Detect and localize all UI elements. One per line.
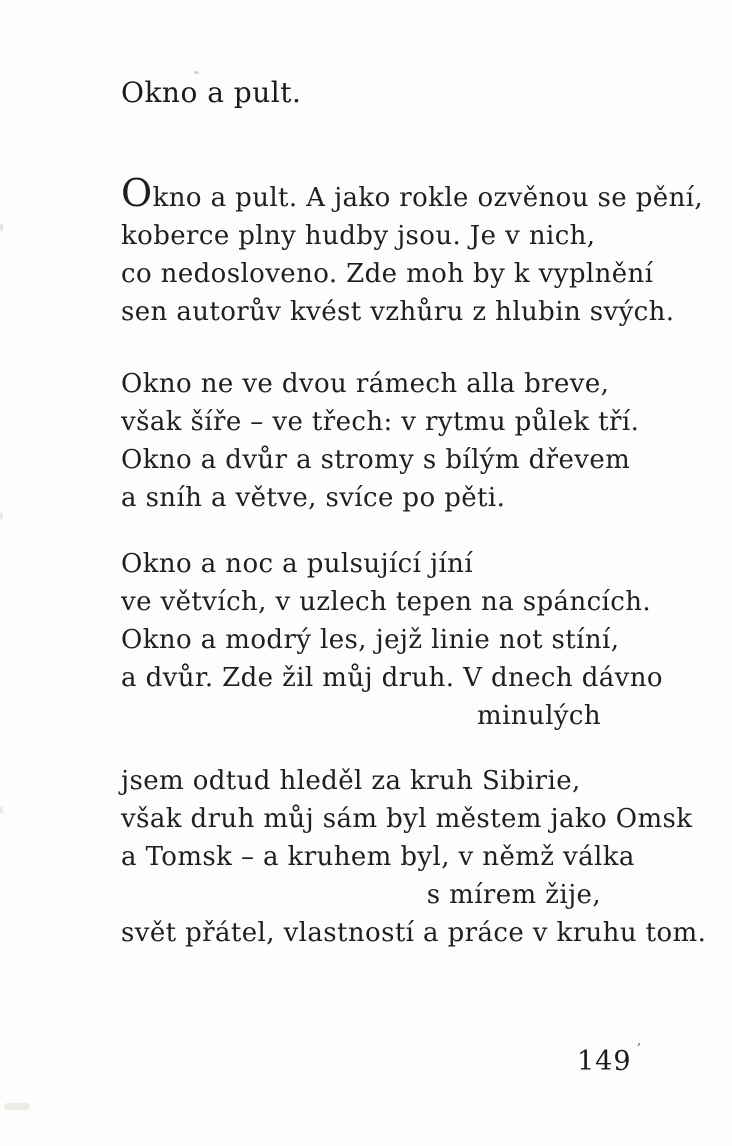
poem-line: svět přátel, vlastností a práce v kruhu tom. [121, 918, 707, 948]
scan-artifact-tick: ʼ [636, 1042, 642, 1057]
poem-title: Okno a pult. [121, 76, 302, 109]
poem-line: Okno ne ve dvou rámech alla breve, [121, 369, 610, 399]
poem-line: jsem odtud hleděl za kruh Sibirie, [121, 766, 581, 796]
poem-line: sen autorův kvést vzhůru z hlubin svých. [121, 297, 675, 327]
poem-line: však šíře – ve třech: v rytmu půlek tří. [121, 407, 640, 437]
poem-line: a Tomsk – a kruhem byl, v němž válka [121, 842, 635, 872]
scan-artifact-speck [0, 223, 3, 232]
poem-line-continuation: s mírem žije, [426, 880, 601, 910]
scan-artifact-speck [0, 512, 3, 520]
page-number [577, 1042, 642, 1077]
stanza-3 [121, 545, 663, 735]
poem-line-continuation: minulých [477, 701, 601, 731]
page-number-value: 149 [577, 1046, 632, 1077]
poem-line: Okno a dvůr a stromy s bílým dřevem [121, 445, 631, 475]
scan-artifact-speck [4, 1103, 30, 1110]
scan-artifact-speck [0, 806, 3, 814]
poem-line: Okno a noc a pulsující jíní [121, 549, 474, 579]
stanza-2 [121, 365, 640, 517]
poem-line: koberce plny hudby jsou. Je v nich, [121, 221, 596, 251]
poem-line: však druh můj sám byl městem jako Omsk [121, 804, 693, 834]
scan-artifact-speck [194, 71, 199, 74]
poem-line: Okno a pult. A jako rokle ozvěnou se pění, [121, 171, 704, 215]
stanza-1 [121, 171, 704, 331]
poem-line: ve větvích, v uzlech tepen na spáncích. [121, 587, 652, 617]
stanza-4 [121, 762, 707, 952]
poem-line: a dvůr. Zde žil můj druh. V dnech dávno [121, 663, 663, 693]
poem-line: a sníh a větve, svíce po pěti. [121, 483, 506, 513]
poem-line: Okno a modrý les, jejž linie not stíní, [121, 625, 620, 655]
poem-line: co nedosloveno. Zde moh by k vyplnění [121, 259, 654, 289]
